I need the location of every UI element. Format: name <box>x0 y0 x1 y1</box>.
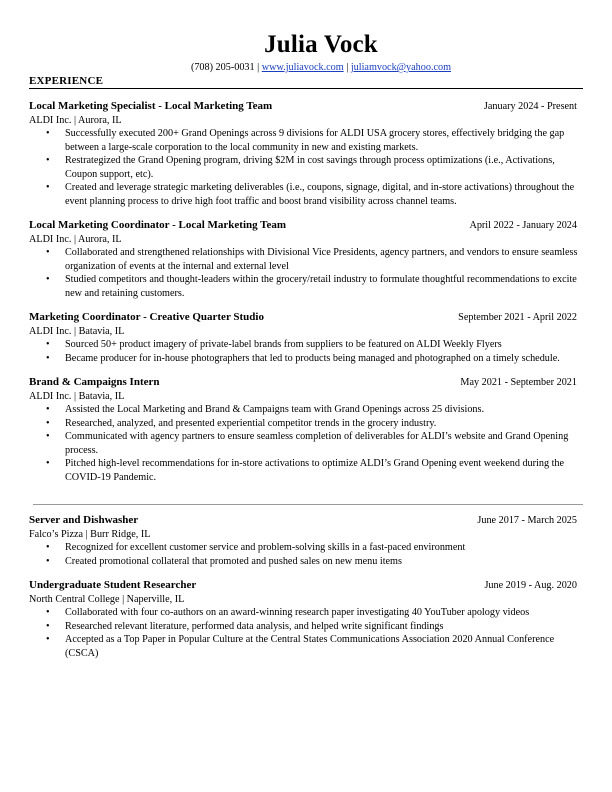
job-header <box>29 100 583 114</box>
experience-list <box>29 100 583 484</box>
bullet-point: • Sourced 50+ product imagery of private-label brands from suppliers to be featured on ALDI Weekly Flyers <box>65 338 583 352</box>
job-bullets <box>29 541 583 568</box>
job-organization: ALDI Inc. | Aurora, IL <box>29 114 122 126</box>
job-organization: ALDI Inc. | Batavia, IL <box>29 325 125 337</box>
bullet-point: • Created promotional collateral that promoted and pushed sales on new menu items <box>65 555 583 569</box>
bullet-point: • Communicated with agency partners to ensure seamless completion of deliverables for ALDI’s website and Grand Opening process. <box>65 430 583 457</box>
job-title: Local Marketing Coordinator - Local Marketing Team <box>29 219 287 231</box>
job-title: Undergraduate Student Researcher <box>29 579 197 591</box>
job-entry <box>29 376 583 484</box>
job-organization: North Central College | Naperville, IL <box>29 593 185 605</box>
section-divider <box>33 504 583 505</box>
job-header <box>29 311 583 325</box>
bullet-point: • Pitched high-level recommendations for in-store activations to optimize ALDI’s Grand Opening event weekend during the COVID-19 Pandemic. <box>65 457 583 484</box>
contact-separator: | <box>257 62 260 73</box>
job-dates: April 2022 - January 2024 <box>469 220 577 231</box>
job-dates: January 2024 - Present <box>483 101 577 112</box>
job-title: Local Marketing Specialist - Local Marketing Team <box>29 100 273 112</box>
bullet-point: • Recognized for excellent customer service and problem-solving skills in a fast-paced environment <box>65 541 583 555</box>
job-bullets <box>29 127 583 208</box>
job-header <box>29 579 583 593</box>
job-entry <box>29 100 583 208</box>
job-organization: ALDI Inc. | Batavia, IL <box>29 390 125 402</box>
bullet-point: • Collaborated and strengthened relationships with Divisional Vice Presidents, agency partners, and vendors to ensure seamless organization of events at the internal and external level <box>65 246 583 273</box>
bullet-point: • Created and leverage strategic marketing deliverables (i.e., coupons, signage, digital, and in-store activations) throughout the event planning process to drive high foot traffic and boost brand visibility across channel teams. <box>65 181 583 208</box>
job-entry <box>29 514 583 568</box>
job-bullets <box>29 338 583 365</box>
contact-separator: | <box>346 62 349 73</box>
job-organization: Falco’s Pizza | Burr Ridge, IL <box>29 528 151 540</box>
bullet-point: • Studied competitors and thought-leaders within the grocery/retail industry to formulate thoughtful recommendations to excite new and retaining customers. <box>65 273 583 300</box>
contact-line <box>29 61 583 75</box>
section-title-experience: EXPERIENCE <box>29 74 583 89</box>
job-dates: May 2021 - September 2021 <box>460 377 577 388</box>
bullet-point: • Collaborated with four co-authors on an award-winning research paper investigating 40 YouTuber apology videos <box>65 606 583 620</box>
job-dates: June 2017 - March 2025 <box>477 515 577 526</box>
job-organization: ALDI Inc. | Aurora, IL <box>29 233 122 245</box>
experience-list-continued <box>29 514 583 660</box>
bullet-point: • Accepted as a Top Paper in Popular Culture at the Central States Communications Association 2020 Annual Conference (CSCA) <box>65 633 583 660</box>
job-dates: June 2019 - Aug. 2020 <box>484 580 577 591</box>
job-title: Brand & Campaigns Intern <box>29 376 160 388</box>
bullet-point: • Became producer for in-house photographers that led to products being managed and photographed on a timely schedule. <box>65 352 583 366</box>
candidate-name: Julia Vock <box>264 31 378 58</box>
resume-page <box>29 30 583 660</box>
website-link[interactable]: www.juliavock.com <box>261 62 344 73</box>
job-bullets <box>29 246 583 300</box>
bullet-point: • Researched, analyzed, and presented experiential competitor trends in the grocery industry. <box>65 417 583 431</box>
job-dates: September 2021 - April 2022 <box>458 312 577 323</box>
job-entry <box>29 579 583 660</box>
job-bullets <box>29 606 583 660</box>
job-entry <box>29 219 583 300</box>
job-title: Server and Dishwasher <box>29 514 139 526</box>
job-title: Marketing Coordinator - Creative Quarter Studio <box>29 311 264 323</box>
bullet-point: • Researched relevant literature, performed data analysis, and helped write significant findings <box>65 620 583 634</box>
bullet-point: • Restrategized the Grand Opening program, driving $2M in cost savings through process optimizations (i.e., Activations, Coupon support, etc). <box>65 154 583 181</box>
job-header <box>29 514 583 528</box>
job-bullets <box>29 403 583 484</box>
phone-number: (708) 205-0031 <box>190 62 255 73</box>
job-header <box>29 376 583 390</box>
bullet-point: • Assisted the Local Marketing and Brand & Campaigns team with Grand Openings across 25 divisions. <box>65 403 583 417</box>
bullet-point: • Successfully executed 200+ Grand Openings across 9 divisions for ALDI USA grocery stores, effectively bridging the gap between a large-scale corporation to the local community in new and existing markets. <box>65 127 583 154</box>
job-entry <box>29 311 583 365</box>
job-header <box>29 219 583 233</box>
email-link[interactable]: juliamvock@yahoo.com <box>350 62 452 73</box>
